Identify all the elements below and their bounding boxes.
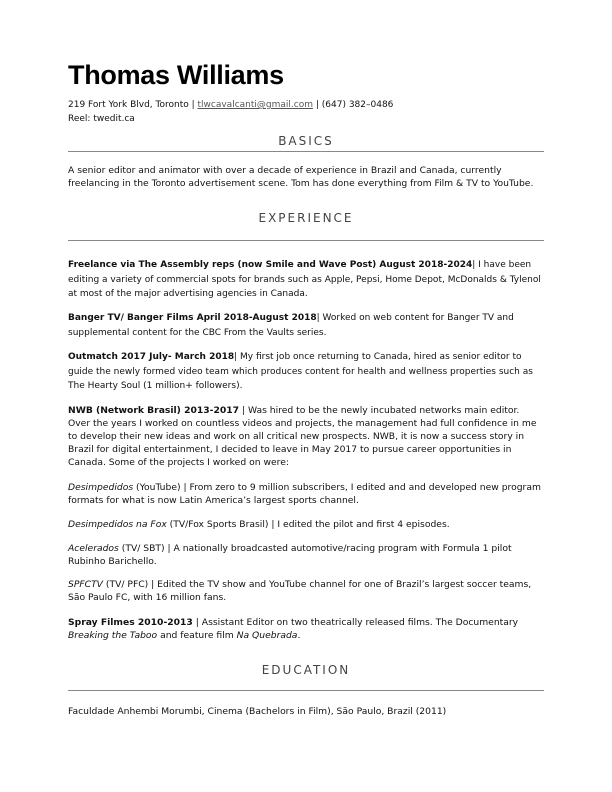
project-meta: (TV/ SBT) (118, 543, 168, 554)
project-meta: (TV/Fox Sports Brasil) (166, 519, 272, 530)
reel-text: Reel: twedit.ca (68, 114, 135, 124)
basics-divider (68, 151, 544, 152)
contact-line (68, 98, 393, 112)
job-title: Spray Filmes 2010-2013 (68, 617, 193, 628)
project-entry (68, 481, 544, 507)
job-description: | Was hired to be the newly incubated networks main editor. Over the years I worked on countless videos and projects, the management had full confidence in me to develop their new ideas and work on all critical new prospects. NWB, it is now a success story in Brazil for digital entertainment, I decided to leave in May 2017 to pursue career opportunities in Canada. Some of the projects I worked on were: (68, 405, 537, 468)
project-title: Acelerados (68, 543, 119, 554)
project-description: | Edited the TV show and YouTube channel for one of Brazil’s largest soccer teams, São Paulo FC, with 16 million fans. (68, 579, 532, 603)
project-entry (68, 518, 544, 531)
job-entry (68, 311, 544, 340)
contact-info (68, 98, 393, 126)
project-description: | I edited the pilot and first 4 episodes. (271, 519, 450, 530)
job-description: | Worked on web content for Banger TV and supplemental content for the CBC From the Vaults series. (68, 313, 514, 338)
education-heading: EDUCATION (261, 663, 351, 677)
basics-heading: BASICS (278, 134, 334, 148)
job-entry (68, 350, 544, 394)
experience-heading: EXPERIENCE (258, 211, 354, 225)
job-entry (68, 404, 544, 469)
project-title: SPFCTV (68, 579, 103, 590)
job-description: . (297, 630, 301, 641)
job-entry (68, 616, 544, 642)
address-text: 219 Fort York Blvd, Toronto | (68, 100, 195, 110)
phone-text: | (647) 382–0486 (315, 100, 394, 110)
experience-divider (68, 240, 544, 241)
project-entry (68, 542, 544, 568)
job-title: NWB (Network Brasil) 2013-2017 (68, 405, 240, 416)
project-description: | From zero to 9 million subscribers, I edited and and developed new program formats for what is now Latin America’s largest sports channel. (68, 482, 541, 506)
project-title: Desimpedidos (68, 482, 134, 493)
film-title: Breaking the Taboo (68, 630, 158, 641)
job-title: Freelance via The Assembly reps (now Smile and Wave Post) August 2018-2024 (68, 260, 473, 270)
film-title: Na Quebrada (236, 630, 298, 641)
job-description: | Assistant Editor on two theatrically released films. The Documentary (192, 617, 519, 628)
job-description: | My first job once returning to Canada, hired as senior editor to guide the newly formed video team which produces content for health and wellness properties such as The Hearty Soul (1 million+ followers). (68, 352, 533, 391)
job-entry (68, 258, 544, 302)
job-description: | I have been editing a variety of commercial spots for brands such as Apple, Pepsi, Home Depot, McDonalds & Tylenol at most of the major advertising agencies in Canada. (68, 260, 541, 299)
project-title: Desimpedidos na Fox (68, 519, 167, 530)
job-title: Banger TV/ Banger Films April 2018-August 2018 (68, 313, 317, 323)
job-description: and feature film (157, 630, 237, 641)
project-description: | A nationally broadcasted automotive/racing program with Formula 1 pilot Rubinho Barichello. (68, 543, 512, 567)
project-meta: (TV/ PFC) (102, 579, 152, 590)
project-entry (68, 578, 544, 604)
project-meta: (YouTube) (133, 482, 184, 493)
basics-summary: A senior editor and animator with over a decade of experience in Brazil and Canada, currently freelancing in the Toronto advertisement scene. Tom has done everything from Film & TV to YouTube. (68, 165, 534, 189)
education-entry: Faculdade Anhembi Morumbi, Cinema (Bachelors in Film), São Paulo, Brazil (2011) (68, 706, 447, 717)
email-link[interactable]: tlwcavalcanti@gmail.com (197, 100, 313, 110)
education-divider (68, 690, 544, 691)
candidate-name: Thomas Williams (68, 60, 284, 90)
job-title: Outmatch 2017 July- March 2018 (68, 352, 235, 362)
